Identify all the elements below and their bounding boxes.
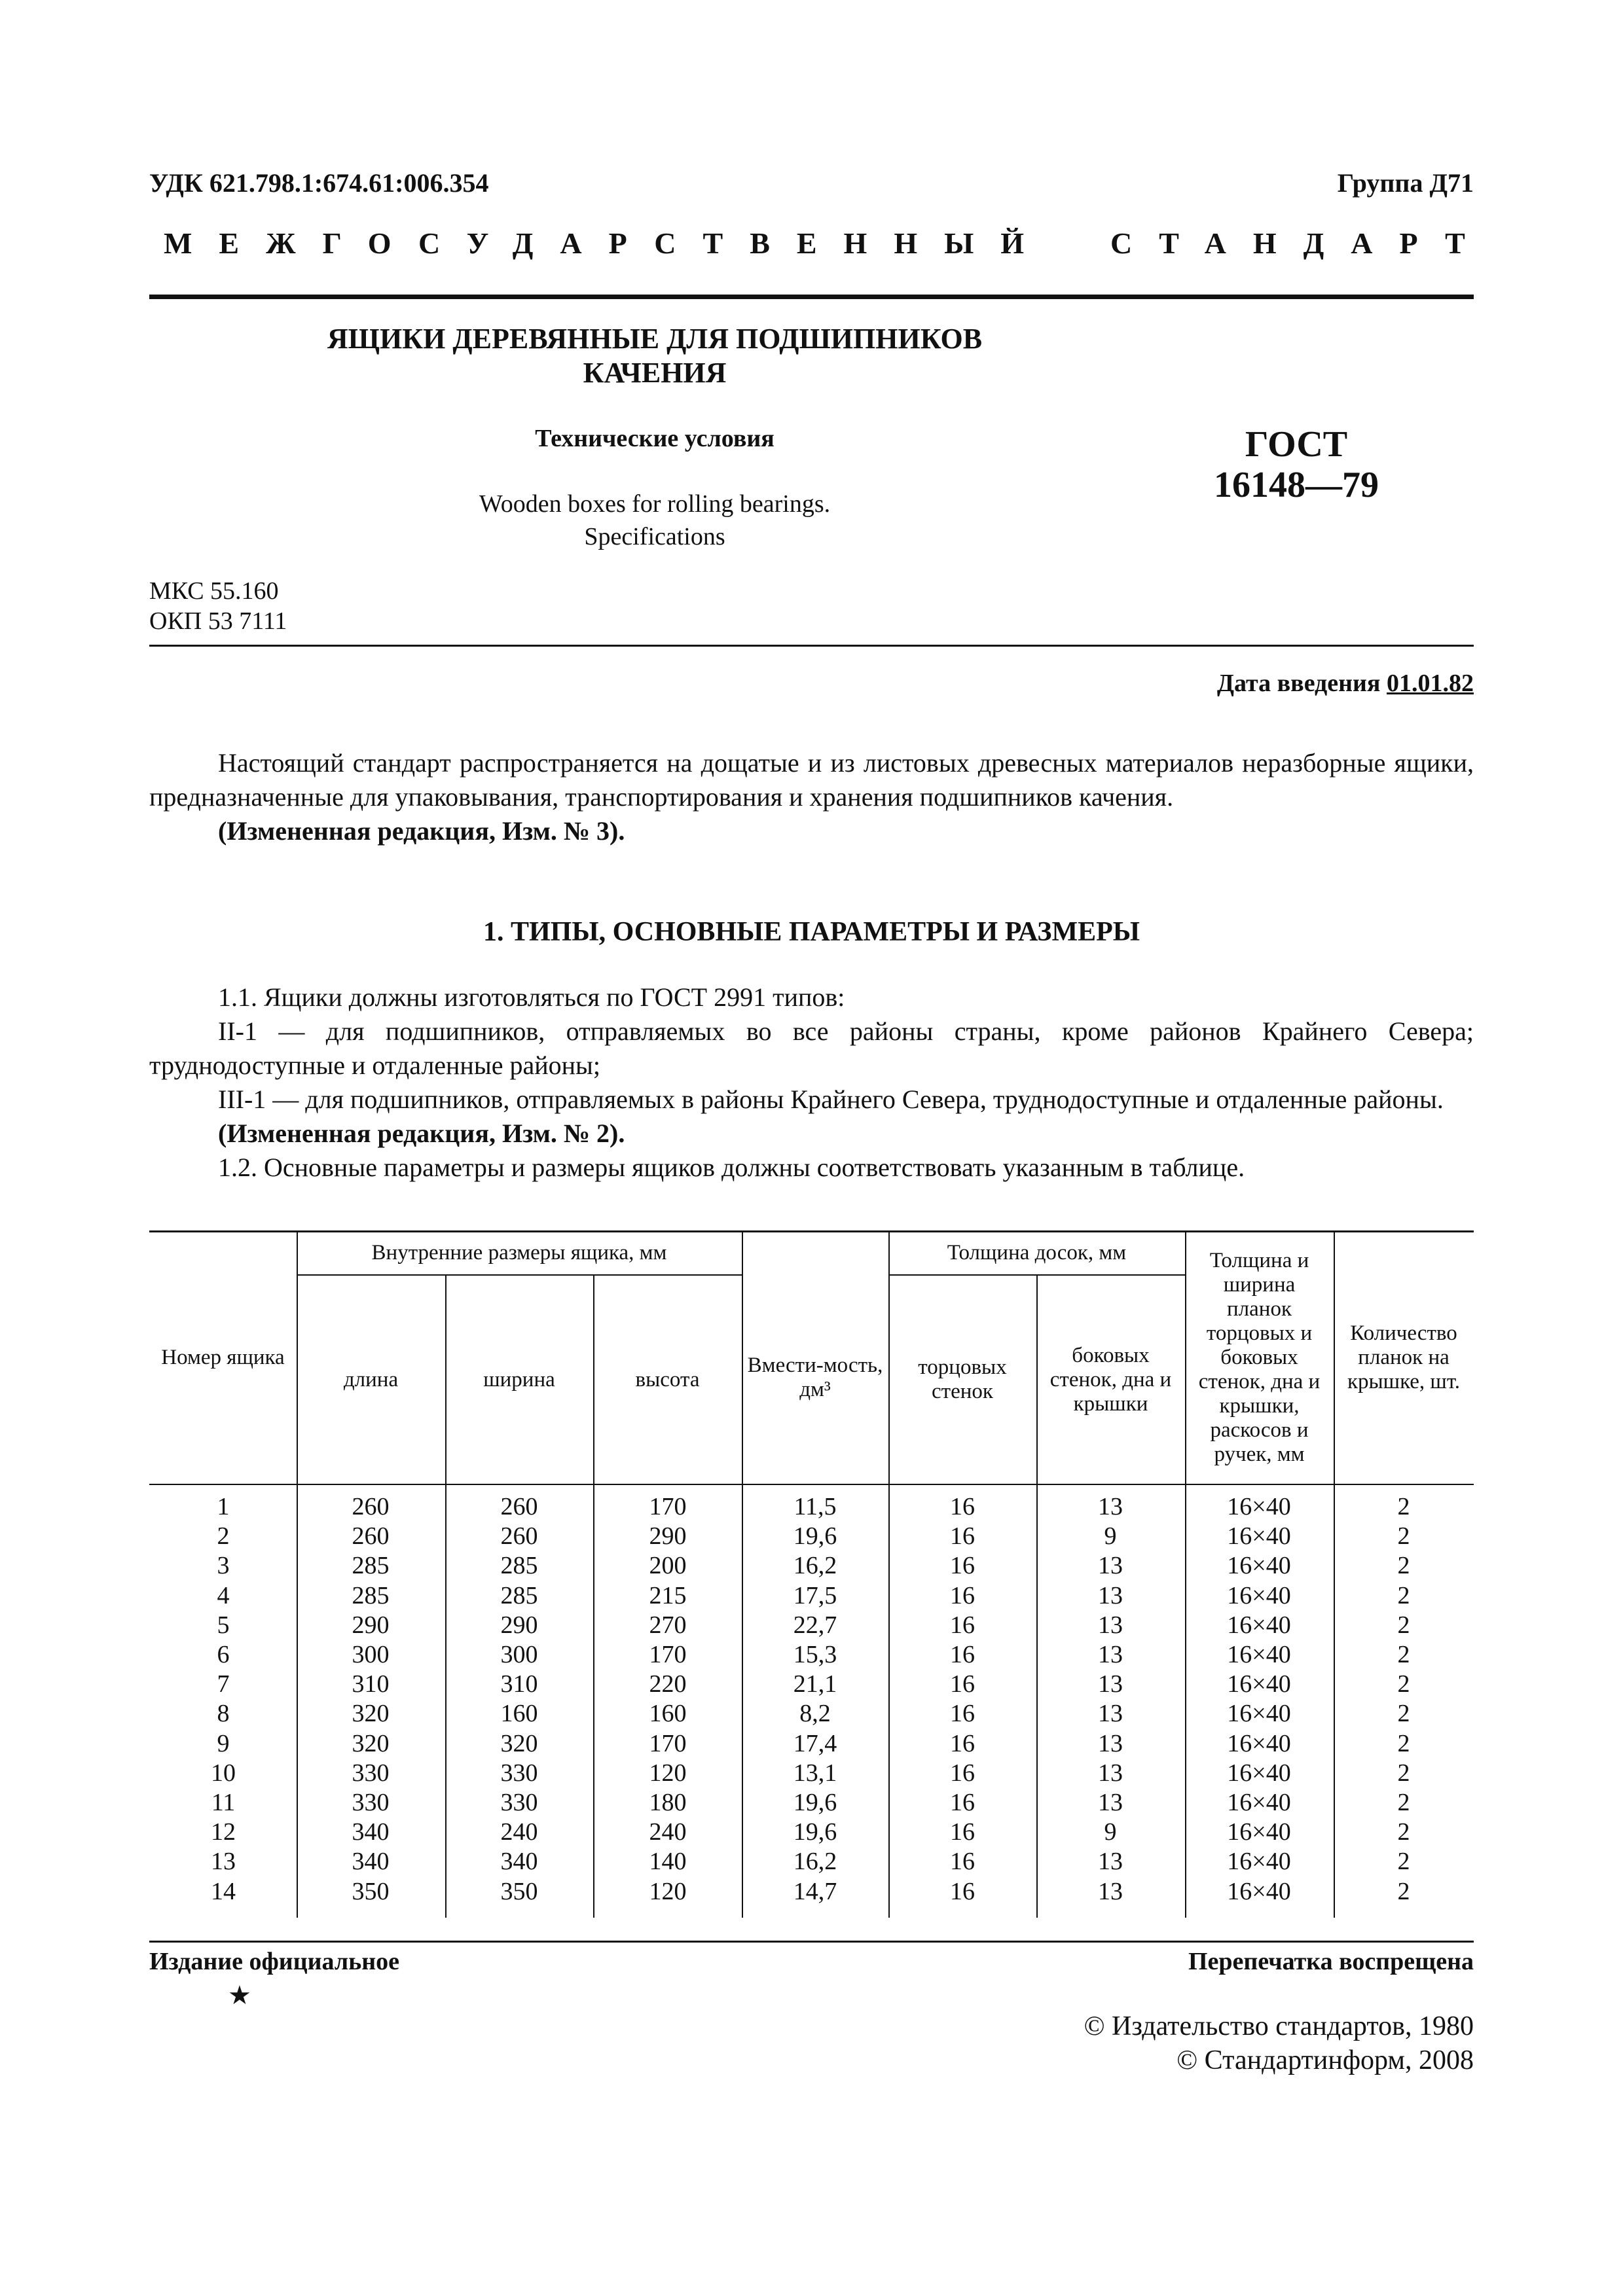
table-cell: 1	[217, 1493, 230, 1520]
table-cell: 16×40	[1227, 1670, 1291, 1698]
header-board-thickness: Толщина досок, мм	[947, 1241, 1127, 1265]
table-cell: 16	[950, 1877, 975, 1905]
interstate-label: МЕЖГОСУДАРСТВЕННЫЙ	[164, 226, 1051, 260]
group-code: Группа Д71	[1337, 168, 1474, 198]
table-cell: 330	[500, 1789, 538, 1816]
table-cell: 16	[950, 1522, 975, 1551]
table-cell: 16×40	[1227, 1818, 1291, 1846]
table-cell: 120	[649, 1877, 687, 1905]
table-cell: 160	[649, 1700, 687, 1728]
table-cell: 19,6	[793, 1789, 837, 1816]
table-cell: 2	[1397, 1493, 1410, 1520]
table-cell: 285	[352, 1581, 390, 1609]
table-cell: 19,6	[793, 1522, 837, 1551]
section-title: 1. ТИПЫ, ОСНОВНЫЕ ПАРАМЕТРЫ И РАЗМЕРЫ	[483, 917, 1140, 947]
header-width: ширина	[483, 1367, 555, 1391]
introduction-date-label: Дата введения	[1216, 670, 1381, 697]
table-cell: 13	[1098, 1493, 1123, 1520]
table-cell: 13	[1098, 1877, 1123, 1905]
table-cell: 16×40	[1227, 1700, 1291, 1728]
header-inner-dimensions: Внутренние размеры ящика, мм	[371, 1241, 667, 1265]
title-line-1: ЯЩИКИ ДЕРЕВЯННЫЕ ДЛЯ ПОДШИПНИКОВ	[327, 323, 983, 355]
table-cell: 2	[1397, 1818, 1410, 1846]
table-cell: 13	[1098, 1581, 1123, 1609]
table-cell: 215	[649, 1581, 687, 1609]
table-cell: 13	[1098, 1700, 1123, 1728]
table-cell: 16	[950, 1581, 975, 1609]
table-cell: 2	[1397, 1729, 1410, 1757]
table-cell: 200	[649, 1552, 687, 1580]
table-cell: 16×40	[1227, 1729, 1291, 1757]
gost-label: ГОСТ	[1245, 424, 1348, 465]
scope-text: Настоящий стандарт распространяется на дощатые и из листовых древесных материалов неразборные ящики, предназначенные для упаковывания, транспортирования и хранения подшипников качения.	[149, 748, 1474, 812]
title-line-2: КАЧЕНИЯ	[583, 357, 727, 389]
table-cell: 16×40	[1227, 1759, 1291, 1787]
table-cell: 16	[950, 1818, 975, 1846]
english-title-line-1: Wooden boxes for rolling bearings.	[479, 490, 831, 518]
table-cell: 285	[500, 1581, 538, 1609]
table-cell: 260	[500, 1522, 538, 1551]
table-cell: 16	[950, 1789, 975, 1816]
table-cell: 16×40	[1227, 1552, 1291, 1580]
table-cell: 7	[217, 1670, 230, 1698]
table-cell: 2	[1397, 1700, 1410, 1728]
table-cell: 16×40	[1227, 1522, 1291, 1551]
table-cell: 140	[649, 1848, 687, 1876]
english-title-line-2: Specifications	[584, 523, 725, 550]
header-capacity: Вмести-мость, дм³	[747, 1353, 883, 1401]
table-cell: 285	[352, 1552, 390, 1580]
table-cell: 16	[950, 1641, 975, 1668]
table-cell: 330	[500, 1759, 538, 1787]
table-cell: 240	[500, 1818, 538, 1846]
document-subtitle: Технические условия	[535, 425, 775, 452]
header-plank-count: Количество планок на крышке, шт.	[1347, 1321, 1461, 1393]
table-cell: 320	[352, 1700, 390, 1728]
table-cell: 160	[500, 1700, 538, 1728]
table-cell: 9	[1104, 1818, 1117, 1846]
table-cell: 16×40	[1227, 1611, 1291, 1639]
table-cell: 13	[1098, 1729, 1123, 1757]
table-cell: 13	[211, 1848, 236, 1876]
table-cell: 240	[649, 1818, 687, 1846]
table-cell: 13	[1098, 1552, 1123, 1580]
okp-code: ОКП 53 7111	[149, 607, 287, 635]
table-cell: 13,1	[793, 1759, 837, 1787]
table-cell: 2	[1397, 1789, 1410, 1816]
table-cell: 16	[950, 1848, 975, 1876]
table-cell: 300	[352, 1641, 390, 1668]
table-cell: 16×40	[1227, 1581, 1291, 1609]
table-cell: 330	[352, 1789, 390, 1816]
table-cell: 16,2	[793, 1552, 837, 1580]
table-cell: 16,2	[793, 1848, 837, 1876]
introduction-date-value: 01.01.82	[1387, 670, 1474, 697]
table-cell: 16	[950, 1670, 975, 1698]
table-cell: 170	[649, 1729, 687, 1757]
table-cell: 270	[649, 1611, 687, 1639]
table-cell: 16	[950, 1700, 975, 1728]
table-cell: 260	[352, 1522, 390, 1551]
table-cell: 17,5	[793, 1581, 837, 1609]
copyright-1980: © Издательство стандартов, 1980	[1084, 2011, 1474, 2041]
reprint-prohibited: Перепечатка воспрещена	[1188, 1948, 1474, 1975]
table-cell: 320	[352, 1729, 390, 1757]
table-cell: 260	[500, 1493, 538, 1520]
table-cell: 13	[1098, 1789, 1123, 1816]
types-amendment-note: (Измененная редакция, Изм. № 2).	[218, 1119, 625, 1148]
table-cell: 16	[950, 1552, 975, 1580]
header-box-number: Номер ящика	[161, 1346, 285, 1369]
table-cell: 16	[950, 1759, 975, 1787]
table-cell: 13	[1098, 1670, 1123, 1698]
table-cell: 320	[500, 1729, 538, 1757]
table-cell: 17,4	[793, 1729, 837, 1757]
udk-code: УДК 621.798.1:674.61:006.354	[149, 168, 489, 198]
clause-1-2: 1.2. Основные параметры и размеры ящиков должны соответствовать указанным в таблице.	[218, 1153, 1245, 1182]
table-cell: 220	[649, 1670, 687, 1698]
table-cell: 350	[500, 1877, 538, 1905]
copyright	[1084, 2009, 1474, 2077]
header-height: высота	[635, 1367, 700, 1391]
table-cell: 19,6	[793, 1818, 837, 1846]
table-cell: 16×40	[1227, 1848, 1291, 1876]
table-cell: 6	[217, 1641, 230, 1668]
gost-code: 16148—79	[1214, 465, 1379, 505]
table-cell: 10	[211, 1759, 236, 1787]
standard-label: СТАНДАРТ	[1110, 226, 1492, 260]
table-cell: 170	[649, 1641, 687, 1668]
table-cell: 170	[649, 1493, 687, 1520]
copyright-2008: © Стандартинформ, 2008	[1176, 2045, 1474, 2075]
table-cell: 3	[217, 1552, 230, 1580]
table-cell: 14	[211, 1877, 236, 1905]
header-side-walls: боковых стенок, дна и крышки	[1049, 1343, 1172, 1416]
table-cell: 16×40	[1227, 1789, 1291, 1816]
table-cell: 11	[211, 1789, 236, 1816]
table-cell: 2	[1397, 1877, 1410, 1905]
header-end-walls: торцовых стенок	[918, 1355, 1007, 1403]
table-cell: 300	[500, 1641, 538, 1668]
table-cell: 330	[352, 1759, 390, 1787]
header-length: длина	[343, 1367, 399, 1391]
type-ii-1: II-1 — для подшипников, отправляемых во все районы страны, кроме районов Крайнего Севера; труднодоступные и отдаленные районы;	[149, 1016, 1474, 1080]
table-cell: 340	[352, 1818, 390, 1846]
table-cell: 16×40	[1227, 1493, 1291, 1520]
table-cell: 14,7	[793, 1877, 837, 1905]
table-cell: 2	[1397, 1641, 1410, 1668]
table-cell: 290	[352, 1611, 390, 1639]
table-cell: 310	[352, 1670, 390, 1698]
table-cell: 8	[217, 1700, 230, 1728]
table-cell: 290	[649, 1522, 687, 1551]
table-cell: 2	[1397, 1522, 1410, 1551]
table-cell: 16×40	[1227, 1877, 1291, 1905]
table-cell: 12	[211, 1818, 236, 1846]
table-cell: 290	[500, 1611, 538, 1639]
table-cell: 2	[1397, 1611, 1410, 1639]
table-cell: 11,5	[793, 1493, 837, 1520]
table-cell: 9	[1104, 1522, 1117, 1551]
table-cell: 260	[352, 1493, 390, 1520]
header-planks: Толщина и ширина планок торцовых и боковых стенок, дна и крышки, раскосов и ручек, мм	[1198, 1249, 1321, 1466]
table-cell: 285	[500, 1552, 538, 1580]
table-cell: 9	[217, 1729, 230, 1757]
table-cell: 5	[217, 1611, 230, 1639]
table-cell: 340	[352, 1848, 390, 1876]
table-cell: 2	[1397, 1759, 1410, 1787]
table-header-rule	[149, 1484, 1474, 1485]
table-cell: 16×40	[1227, 1641, 1291, 1668]
table-cell: 2	[1397, 1848, 1410, 1876]
table-cell: 2	[1397, 1581, 1410, 1609]
table-cell: 15,3	[793, 1641, 837, 1668]
star-icon: ★	[228, 1981, 251, 2010]
table-cell: 13	[1098, 1759, 1123, 1787]
table-cell: 2	[1397, 1670, 1410, 1698]
table-cell: 8,2	[799, 1700, 831, 1728]
table-cell: 13	[1098, 1641, 1123, 1668]
scope-amendment-note: (Измененная редакция, Изм. № 3).	[218, 816, 625, 846]
table-cell: 22,7	[793, 1611, 837, 1639]
table-cell: 13	[1098, 1848, 1123, 1876]
table-cell: 310	[500, 1670, 538, 1698]
table-cell: 16	[950, 1493, 975, 1520]
official-edition: Издание официальное	[149, 1948, 400, 1975]
mks-code: МКС 55.160	[149, 577, 279, 605]
table-cell: 120	[649, 1759, 687, 1787]
table-cell: 2	[1397, 1552, 1410, 1580]
table-cell: 4	[217, 1581, 230, 1609]
table-cell: 16	[950, 1729, 975, 1757]
table-cell: 180	[649, 1789, 687, 1816]
table-cell: 13	[1098, 1611, 1123, 1639]
table-bottom-rule	[149, 1941, 1474, 1943]
table-cell: 340	[500, 1848, 538, 1876]
table-cell: 16	[950, 1611, 975, 1639]
type-iii-1: III-1 — для подшипников, отправляемых в районы Крайнего Севера, труднодоступные и отдаленные районы.	[218, 1085, 1444, 1114]
table-cell: 2	[217, 1522, 230, 1551]
table-cell: 21,1	[793, 1670, 837, 1698]
clause-1-1: 1.1. Ящики должны изготовляться по ГОСТ 2991 типов:	[218, 982, 845, 1012]
table-cell: 350	[352, 1877, 390, 1905]
